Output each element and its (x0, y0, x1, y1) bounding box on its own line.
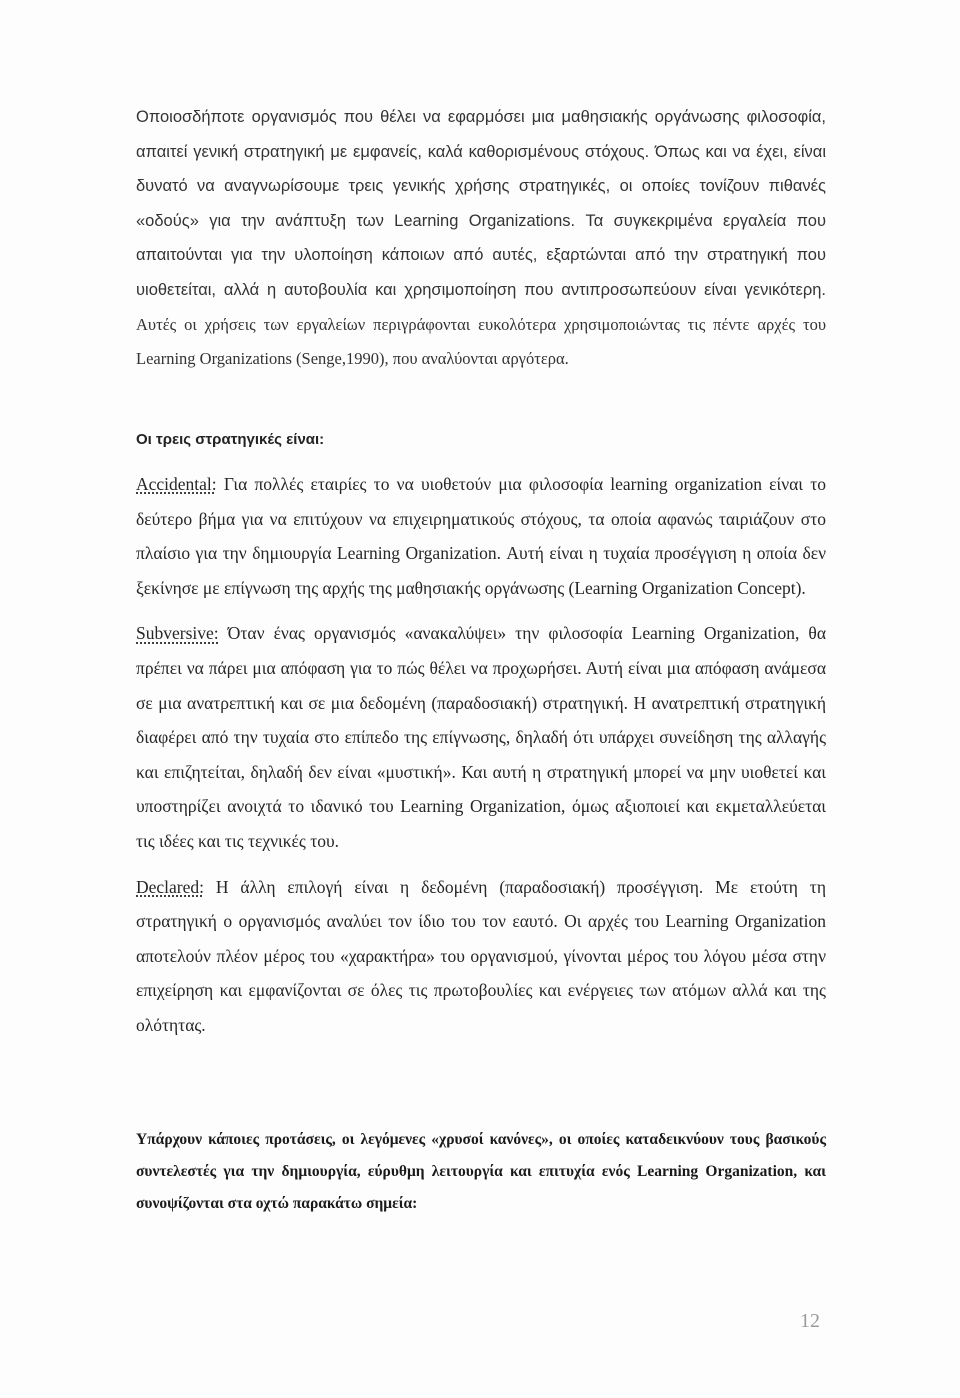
strategy-declared (136, 870, 826, 1043)
strategy-text: Όταν ένας οργανισμός «ανακαλύψει» την φιλοσοφία Learning Organization, θα πρέπει να πάρει μια απόφαση για το πώς θέλει να προχωρήσει. Αυτή είναι μια απόφαση ανάμεσα σε μια ανατρεπτική και σε μια δεδομένη (παραδοσιακή) στρατηγική. Η ανατρεπτική στρατηγική διαφέρει από την τυχαία στο επίπεδο της επίγνωσης, δηλαδή ότι υπάρχει συνείδηση της αλλαγής και επιζητείται, δηλαδή δεν είναι «μυστική». Και αυτή η στρατηγική μπορεί να μην υιοθετεί και υποστηρίζει ανοιχτά το ιδανικό του Learning Organization, όμως αξιοποιεί και εκμεταλλεύεται τις ιδέες και τις τεχνικές του. (136, 623, 826, 851)
strategy-term: Accidental: (136, 474, 217, 494)
strategies-heading-block (136, 425, 826, 455)
strategy-subversive (136, 616, 826, 858)
closing-section (136, 1124, 826, 1220)
closing-paragraph: Υπάρχουν κάποιες προτάσεις, οι λεγόμενες «χρυσοί κανόνες», οι οποίες καταδεικνύουν τους βασικούς συντελεστές για την δημιουργία, εύρυθμη λειτουργία και επιτυχία ενός Learning Organization, και συνοψίζονται στα οχτώ παρακάτω σημεία: (136, 1131, 826, 1212)
strategy-term: Subversive: (136, 623, 219, 644)
intro-text: Οποιοσδήποτε οργανισμός που θέλει να εφαρμόσει μια μαθησιακής οργάνωσης φιλοσοφία, απαιτεί γενική στρατηγική με εμφανείς, καλά καθορισμένους στόχους. Όπως και να έχει, είναι δυνατό να αναγνωρίσουμε τρεις γενικής χρήσης στρατηγικές, οι οποίες τονίζουν πιθανές «οδούς» για την ανάπτυξη των Learning Organizations. (136, 108, 826, 230)
strategy-accidental (136, 467, 826, 605)
intro-section (136, 100, 826, 377)
tools-text: Τα συγκεκριμένα εργαλεία που απαιτούνται για την υλοποίηση κάποιων από αυτές, εξαρτώνται από την στρατηγική που υιοθετείται, αλλά η αυτοβουλία και χρησιμοποίηση που αντιπροσωπεύουν είναι γενικότερη. (136, 211, 826, 299)
strategies-heading: Οι τρεις στρατηγικές είναι: (136, 431, 325, 448)
strategy-text: Για πολλές εταιρίες το να υιοθετούν μια φιλοσοφία learning organization είναι το δεύτερο βήμα για να επιτύχουν να επιχειρηματικούς στόχους, τα οποία αφανώς ταιριάζουν στο πλαίσιο για την δημιουργία Learning Organization. Αυτή είναι η τυχαία προσέγγιση η οποία δεν ξεκίνησε με επίγνωση της αρχής της μαθησιακής οργάνωσης (Learning Organization Concept). (136, 474, 826, 598)
strategies-list (136, 467, 826, 1043)
strategy-text: Η άλλη επιλογή είναι η δεδομένη (παραδοσιακή) προσέγγιση. Με ετούτη τη στρατηγική ο οργανισμός αναλύει τον ίδιο του τον εαυτό. Οι αρχές του Learning Organization αποτελούν πλέον μέρος του «χαρακτήρα» του οργανισμού, γίνονται μέρος του λόγου μέσα στην επιχείρηση και εμφανίζονται σε όλες τις πρωτοβουλίες και ενέργειες των ατόμων αλλά και της ολότητας. (136, 876, 826, 1035)
intro-paragraph (136, 100, 826, 377)
page-number: 12 (800, 1310, 820, 1332)
uses-text: Αυτές οι χρήσεις των εργαλείων περιγράφονται ευκολότερα χρησιμοποιώντας τις πέντε αρχές του Learning Organizations (Senge,1990), που αναλύονται αργότερα. (136, 314, 826, 369)
strategy-term: Declared: (136, 876, 205, 897)
